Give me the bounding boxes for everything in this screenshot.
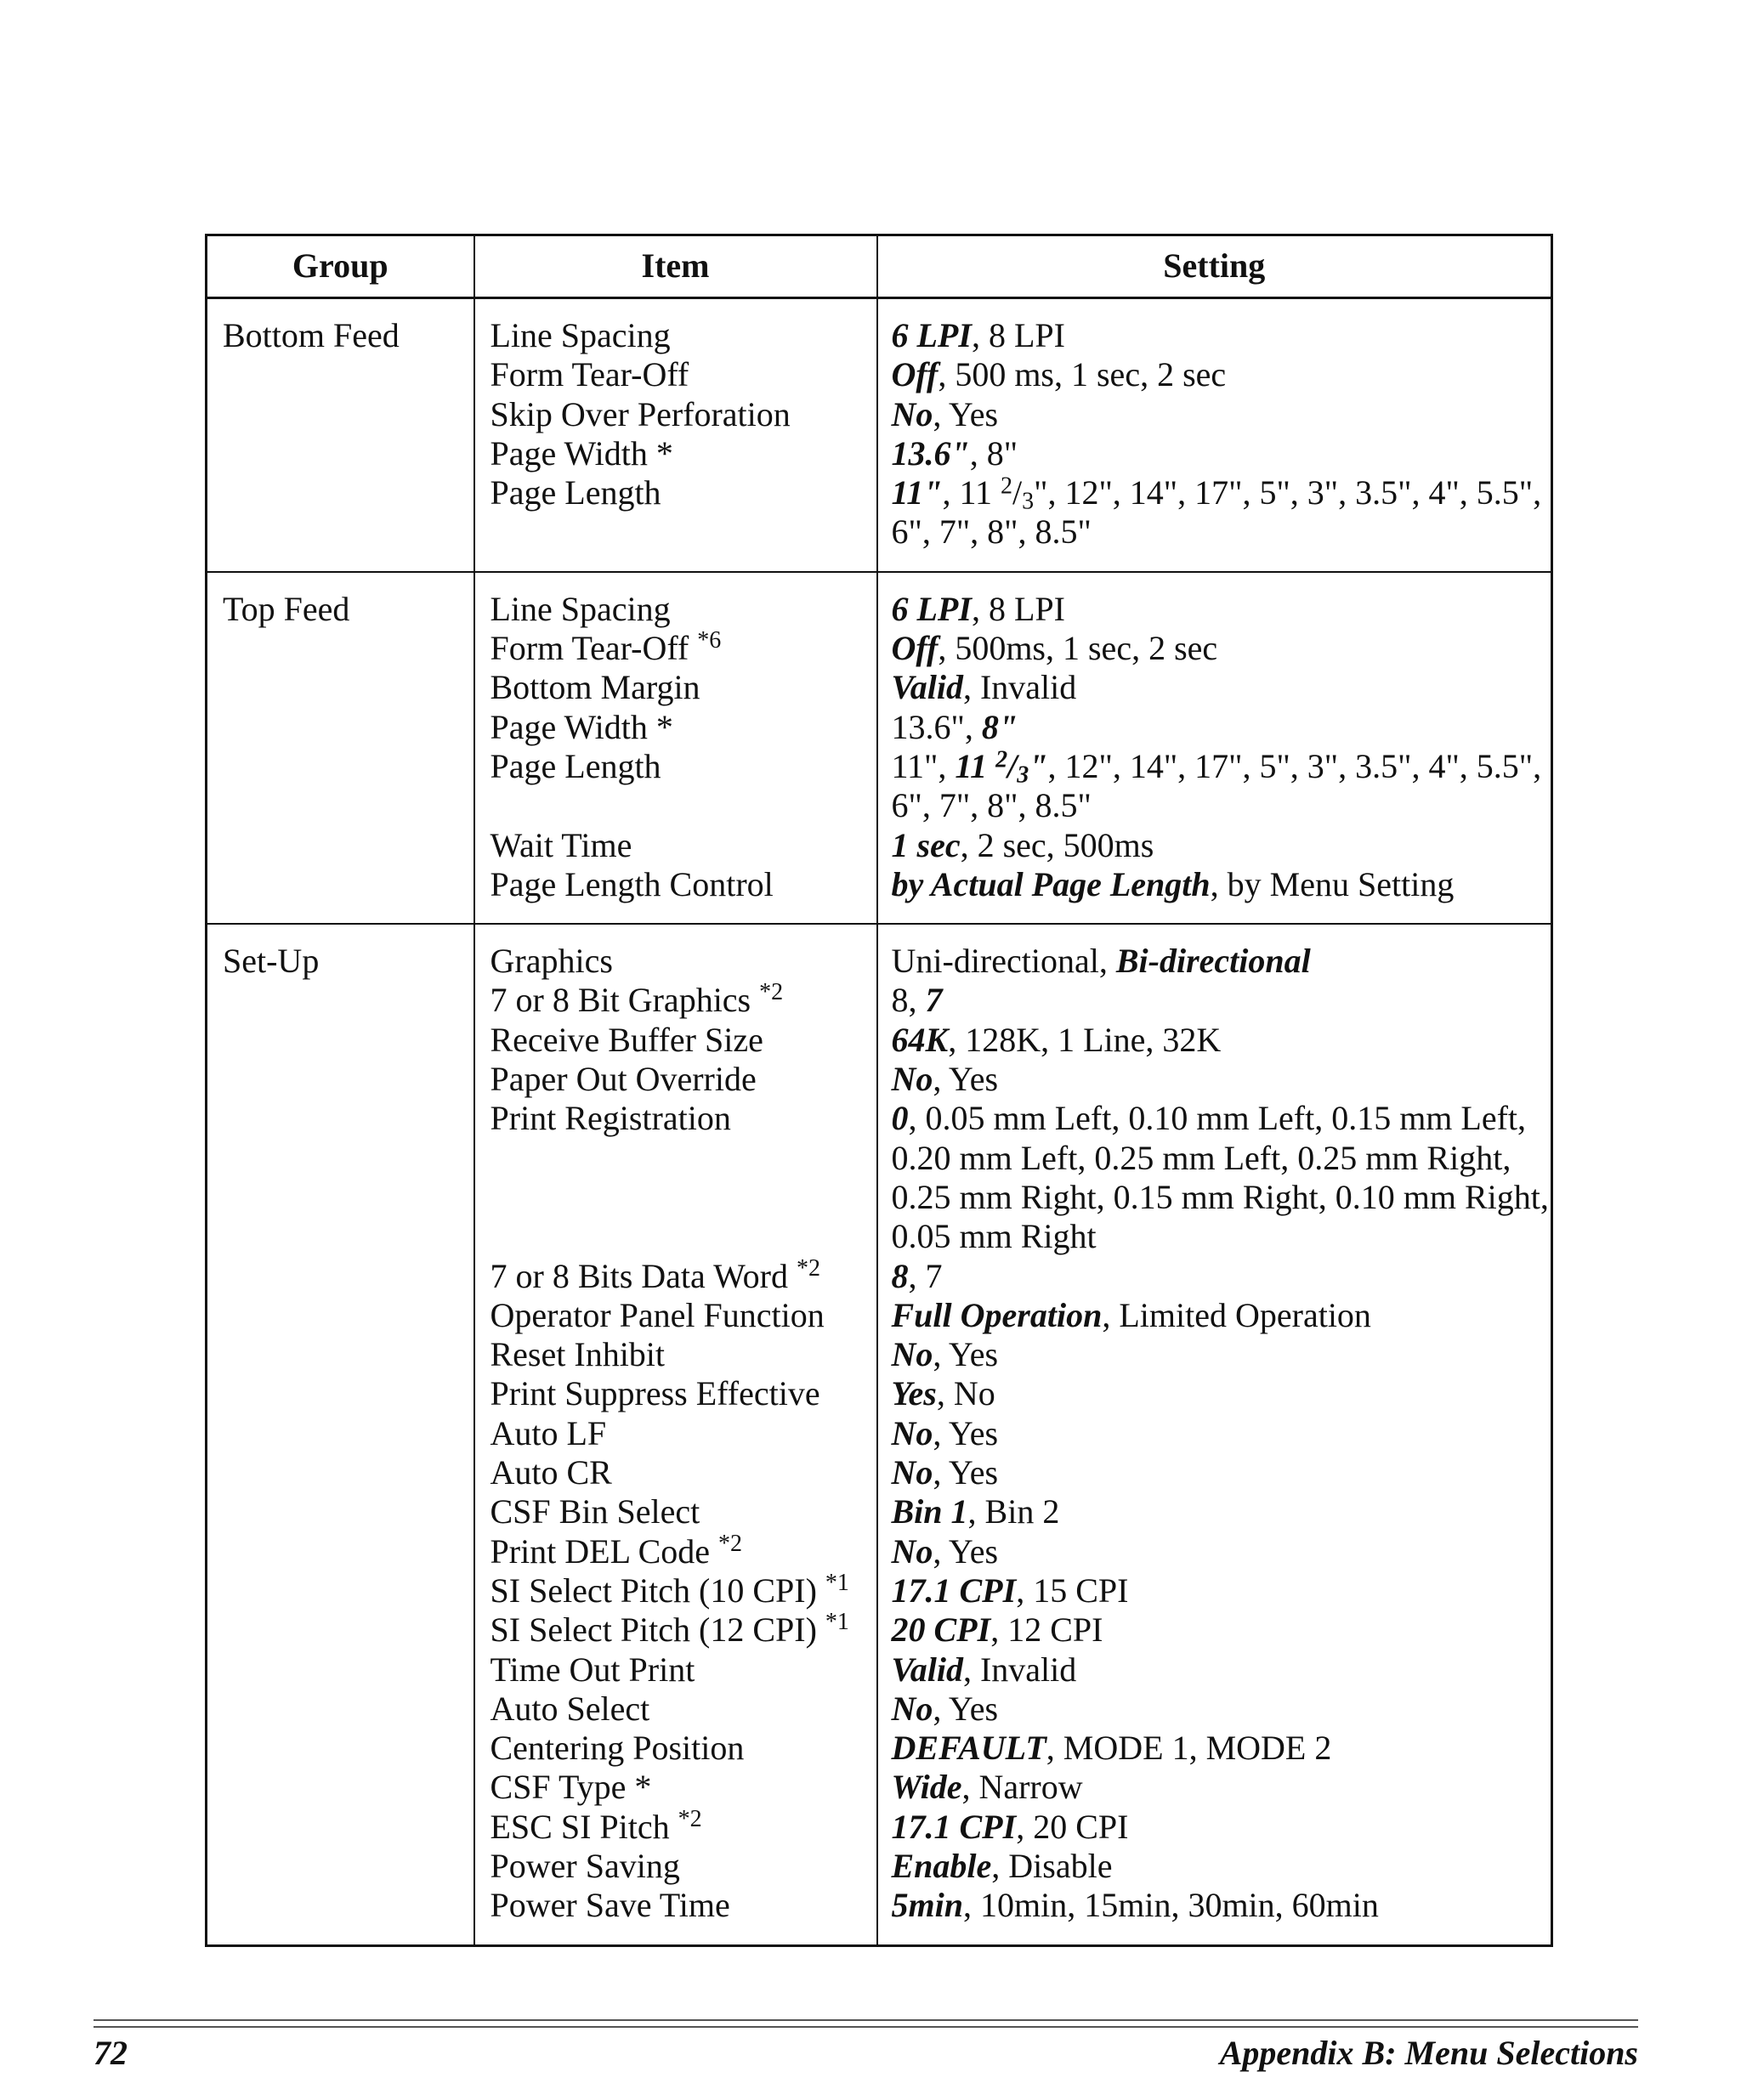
item-text: Auto Select — [490, 1689, 650, 1728]
item-label — [491, 473, 865, 512]
option-text: , 15 CPI — [1016, 1571, 1129, 1610]
option-text: 2 — [1001, 473, 1013, 500]
setting-value — [892, 1532, 1548, 1571]
option-text: , Bin 2 — [967, 1492, 1060, 1531]
option-text: , Yes — [933, 394, 999, 433]
item-spacer — [491, 512, 865, 552]
item-text: Power Save Time — [490, 1886, 730, 1925]
default-option: Full Operation — [891, 1295, 1103, 1334]
item-label — [491, 747, 865, 786]
option-text: , 8" — [969, 433, 1018, 473]
default-option: No — [891, 1453, 933, 1492]
default-option: Bin 1 — [891, 1492, 968, 1531]
item-label — [491, 1532, 865, 1571]
setting-value — [891, 473, 1548, 515]
option-text: 0.25 mm Right, 0.15 mm Right, 0.10 mm Right, — [891, 1177, 1549, 1216]
setting-value — [892, 981, 1548, 1020]
item-label — [491, 316, 865, 355]
item-text: Auto LF — [490, 1413, 607, 1452]
option-text: 0.20 mm Left, 0.25 mm Left, 0.25 mm Right, — [891, 1138, 1511, 1177]
option-text: , 20 CPI — [1016, 1807, 1129, 1846]
option-text: , Disable — [991, 1846, 1113, 1885]
default-option: by Actual Page Length — [891, 864, 1211, 903]
setting-value — [892, 865, 1548, 904]
default-option: 7 — [925, 981, 943, 1020]
option-text: 11", — [891, 746, 956, 785]
item-text: Page Length Control — [490, 864, 774, 903]
setting-value — [892, 1690, 1548, 1729]
default-option: " — [1029, 746, 1048, 785]
item-label — [491, 1335, 865, 1374]
footnote-marker: *2 — [796, 1254, 820, 1282]
item-text: Power Saving — [490, 1846, 680, 1885]
option-text: , Yes — [933, 1531, 999, 1571]
item-label — [491, 1099, 865, 1138]
item-text: Line Spacing — [490, 589, 671, 628]
item-text: Paper Out Override — [490, 1060, 757, 1099]
option-text: , 12 CPI — [990, 1610, 1103, 1650]
item-label — [491, 629, 865, 668]
setting-value — [892, 826, 1548, 865]
item-text: Time Out Print — [490, 1650, 695, 1689]
item-label — [491, 1847, 865, 1886]
item-text: Operator Panel Function — [490, 1295, 825, 1334]
item-label — [490, 1805, 865, 1847]
default-option: Bi-directional — [1115, 942, 1311, 981]
item-text: Wait Time — [490, 825, 632, 864]
option-text: , 11 — [942, 473, 1001, 512]
item-text: Page Width * — [490, 707, 673, 746]
default-option: No — [891, 394, 933, 433]
footnote-marker: *6 — [697, 627, 722, 654]
item-label — [491, 1453, 865, 1492]
option-text: 8, — [891, 981, 926, 1020]
item-label — [491, 865, 865, 904]
option-text: , 7 — [908, 1256, 943, 1295]
item-text: Form Tear-Off — [490, 629, 689, 668]
setting-value — [892, 434, 1548, 473]
option-text: , 0.05 mm Left, 0.10 mm Left, 0.15 mm Left, — [908, 1099, 1527, 1138]
item-text: 7 or 8 Bits Data Word — [490, 1256, 788, 1295]
option-text: , 8 LPI — [971, 589, 1065, 628]
footnote-marker: *2 — [718, 1530, 742, 1557]
table-body — [207, 298, 1552, 1946]
item-label — [491, 1492, 865, 1531]
option-text: , Yes — [933, 1413, 999, 1452]
item-text: Print Suppress Effective — [490, 1374, 820, 1413]
footnote-marker: *2 — [759, 979, 784, 1006]
setting-value — [892, 1768, 1548, 1807]
setting-value — [892, 1414, 1548, 1453]
setting-value — [892, 1808, 1548, 1847]
option-text: , 8 LPI — [971, 316, 1065, 354]
item-text: 7 or 8 Bit Graphics — [490, 981, 751, 1020]
default-option: No — [891, 1531, 933, 1571]
item-label — [491, 826, 865, 865]
default-option: Off — [891, 629, 939, 668]
default-option: 5min — [891, 1886, 963, 1925]
item-label — [491, 590, 865, 629]
setting-cell — [877, 572, 1552, 924]
item-label — [491, 668, 865, 707]
option-text: , 500ms, 1 sec, 2 sec — [938, 629, 1218, 668]
default-option: 17.1 CPI — [891, 1571, 1017, 1610]
default-option: 6 LPI — [891, 316, 972, 354]
item-label — [491, 1610, 865, 1650]
item-text: Reset Inhibit — [490, 1335, 666, 1374]
default-option: No — [891, 1413, 933, 1452]
item-text: ESC SI Pitch — [490, 1807, 670, 1846]
footnote-marker: *1 — [825, 1569, 849, 1596]
default-option: 8" — [981, 707, 1018, 746]
footer-rule — [94, 2026, 1638, 2028]
item-cell — [474, 572, 877, 924]
item-label — [491, 1021, 865, 1060]
default-option: 0 — [891, 1099, 909, 1138]
item-label — [491, 1374, 865, 1413]
setting-value — [892, 1257, 1548, 1296]
item-text: Bottom Margin — [490, 668, 700, 707]
default-option: 6 LPI — [891, 589, 972, 628]
default-option: Yes — [891, 1374, 937, 1413]
setting-value — [892, 1296, 1548, 1335]
item-text: Line Spacing — [490, 316, 671, 354]
setting-value — [892, 355, 1548, 394]
option-text: , 500 ms, 1 sec, 2 sec — [938, 355, 1227, 394]
group-cell: Bottom Feed — [207, 298, 474, 572]
setting-cell — [877, 298, 1552, 572]
item-text: Page Width * — [490, 433, 673, 473]
setting-value — [892, 1650, 1548, 1690]
default-option: 1 sec — [891, 825, 961, 864]
setting-value — [892, 668, 1548, 707]
item-label — [491, 1650, 865, 1690]
item-text: Receive Buffer Size — [490, 1020, 763, 1059]
item-text: Page Length — [490, 473, 661, 512]
item-label — [491, 942, 865, 981]
option-text: , Invalid — [962, 1650, 1077, 1689]
setting-value — [892, 1060, 1548, 1099]
group-row — [207, 298, 1552, 572]
item-label — [491, 1729, 865, 1768]
item-label — [491, 355, 865, 394]
setting-value — [892, 1886, 1548, 1925]
item-text: Page Length — [490, 746, 661, 785]
setting-cell — [877, 924, 1552, 1945]
default-option: 2 — [995, 746, 1008, 773]
item-label — [491, 395, 865, 434]
default-option: DEFAULT — [891, 1729, 1046, 1768]
default-option: No — [891, 1060, 933, 1099]
setting-value — [892, 629, 1548, 668]
setting-value — [892, 1021, 1548, 1060]
option-text: ", 12", 14", 17", 5", 3", 3.5", 4", 5.5", — [1034, 473, 1542, 512]
item-text: Skip Over Perforation — [490, 394, 791, 433]
footnote-marker: *2 — [678, 1805, 702, 1832]
option-text: 3 — [1022, 488, 1035, 515]
item-label — [491, 1768, 865, 1807]
default-option: 3 — [1017, 761, 1029, 789]
item-cell — [474, 298, 877, 572]
setting-value — [892, 942, 1548, 981]
setting-value — [892, 1374, 1548, 1413]
header-item: Item — [474, 235, 877, 298]
group-cell: Set-Up — [207, 924, 474, 1945]
option-text: 0.05 mm Right — [891, 1217, 1097, 1256]
item-text: Print Registration — [490, 1099, 731, 1138]
default-option: 13.6" — [891, 433, 970, 473]
setting-value — [892, 316, 1548, 355]
item-cell — [474, 924, 877, 1945]
default-option: Valid — [891, 1650, 963, 1689]
item-text: SI Select Pitch (12 CPI) — [490, 1610, 817, 1650]
item-text: SI Select Pitch (10 CPI) — [490, 1571, 817, 1610]
item-text: CSF Bin Select — [490, 1492, 700, 1531]
item-text: Print DEL Code — [490, 1531, 710, 1571]
setting-value — [892, 1729, 1548, 1768]
item-label — [491, 1690, 865, 1729]
item-spacer — [491, 786, 865, 825]
setting-value-continued — [892, 1139, 1548, 1178]
setting-value — [892, 1492, 1548, 1531]
setting-value — [892, 1453, 1548, 1492]
default-option: Wide — [891, 1768, 962, 1807]
item-label — [491, 1414, 865, 1453]
item-label — [491, 1060, 865, 1099]
group-cell: Top Feed — [207, 572, 474, 924]
option-text: , 10min, 15min, 30min, 60min — [962, 1886, 1379, 1925]
item-text: CSF Type * — [490, 1768, 652, 1807]
option-text: , by Menu Setting — [1210, 864, 1455, 903]
item-label — [491, 708, 865, 747]
option-text: , Narrow — [961, 1768, 1083, 1807]
item-label — [490, 1254, 865, 1296]
item-label — [491, 1296, 865, 1335]
option-text: , No — [936, 1374, 995, 1413]
header-group: Group — [207, 235, 474, 298]
default-option: No — [891, 1335, 933, 1374]
setting-value — [892, 1571, 1548, 1610]
default-option: 8 — [891, 1256, 909, 1295]
item-label — [491, 1886, 865, 1925]
setting-value — [892, 1335, 1548, 1374]
default-option: Valid — [891, 668, 963, 707]
option-text: , MODE 1, MODE 2 — [1046, 1729, 1332, 1768]
option-text: 6", 7", 8", 8.5" — [891, 512, 1092, 552]
menu-selections-table — [205, 234, 1553, 1947]
option-text: , Yes — [933, 1060, 999, 1099]
item-label — [491, 1571, 865, 1610]
setting-value — [892, 1847, 1548, 1886]
setting-value-continued — [892, 512, 1548, 552]
option-text: , Invalid — [962, 668, 1077, 707]
item-spacer — [491, 1178, 865, 1217]
header-row — [207, 235, 1552, 298]
default-option: 11" — [891, 473, 943, 512]
footnote-marker: *1 — [825, 1609, 849, 1636]
default-option: No — [891, 1689, 933, 1728]
default-option: 64K — [891, 1020, 949, 1059]
default-option: / — [1007, 746, 1018, 785]
footer-rule — [94, 2019, 1638, 2021]
setting-value — [891, 746, 1548, 789]
setting-value — [892, 708, 1548, 747]
option-text: , Yes — [933, 1689, 999, 1728]
setting-value-continued — [892, 786, 1548, 825]
default-option: Enable — [891, 1846, 992, 1885]
setting-value — [892, 590, 1548, 629]
item-text: Form Tear-Off — [490, 355, 689, 394]
setting-value-continued — [892, 1178, 1548, 1217]
item-label — [491, 981, 865, 1020]
page-number: 72 — [94, 2034, 128, 2072]
default-option: Off — [891, 355, 939, 394]
item-text: Graphics — [490, 942, 613, 981]
setting-value-continued — [892, 1217, 1548, 1256]
option-text: 13.6", — [891, 707, 982, 746]
option-text: / — [1012, 473, 1023, 512]
option-text: , 2 sec, 500ms — [960, 825, 1154, 864]
item-spacer — [491, 1217, 865, 1256]
group-row — [207, 572, 1552, 924]
group-row — [207, 924, 1552, 1945]
option-text: , Yes — [933, 1335, 999, 1374]
item-spacer — [491, 1139, 865, 1178]
setting-value — [892, 1610, 1548, 1650]
option-text: , 12", 14", 17", 5", 3", 3.5", 4", 5.5", — [1047, 746, 1542, 785]
option-text: , Limited Operation — [1102, 1295, 1371, 1334]
option-text: , Yes — [933, 1453, 999, 1492]
section-title: Appendix B: Menu Selections — [1219, 2034, 1638, 2072]
header-setting: Setting — [877, 235, 1552, 298]
setting-value — [892, 1099, 1548, 1138]
default-option: 20 CPI — [891, 1610, 991, 1650]
item-text: Centering Position — [490, 1729, 745, 1768]
setting-value — [892, 395, 1548, 434]
default-option: 11 — [955, 746, 996, 785]
option-text: Uni-directional, — [891, 942, 1116, 981]
default-option: 17.1 CPI — [891, 1807, 1017, 1846]
item-label — [491, 434, 865, 473]
item-text: Auto CR — [490, 1453, 612, 1492]
option-text: 6", 7", 8", 8.5" — [891, 786, 1092, 825]
option-text: , 128K, 1 Line, 32K — [948, 1020, 1222, 1059]
